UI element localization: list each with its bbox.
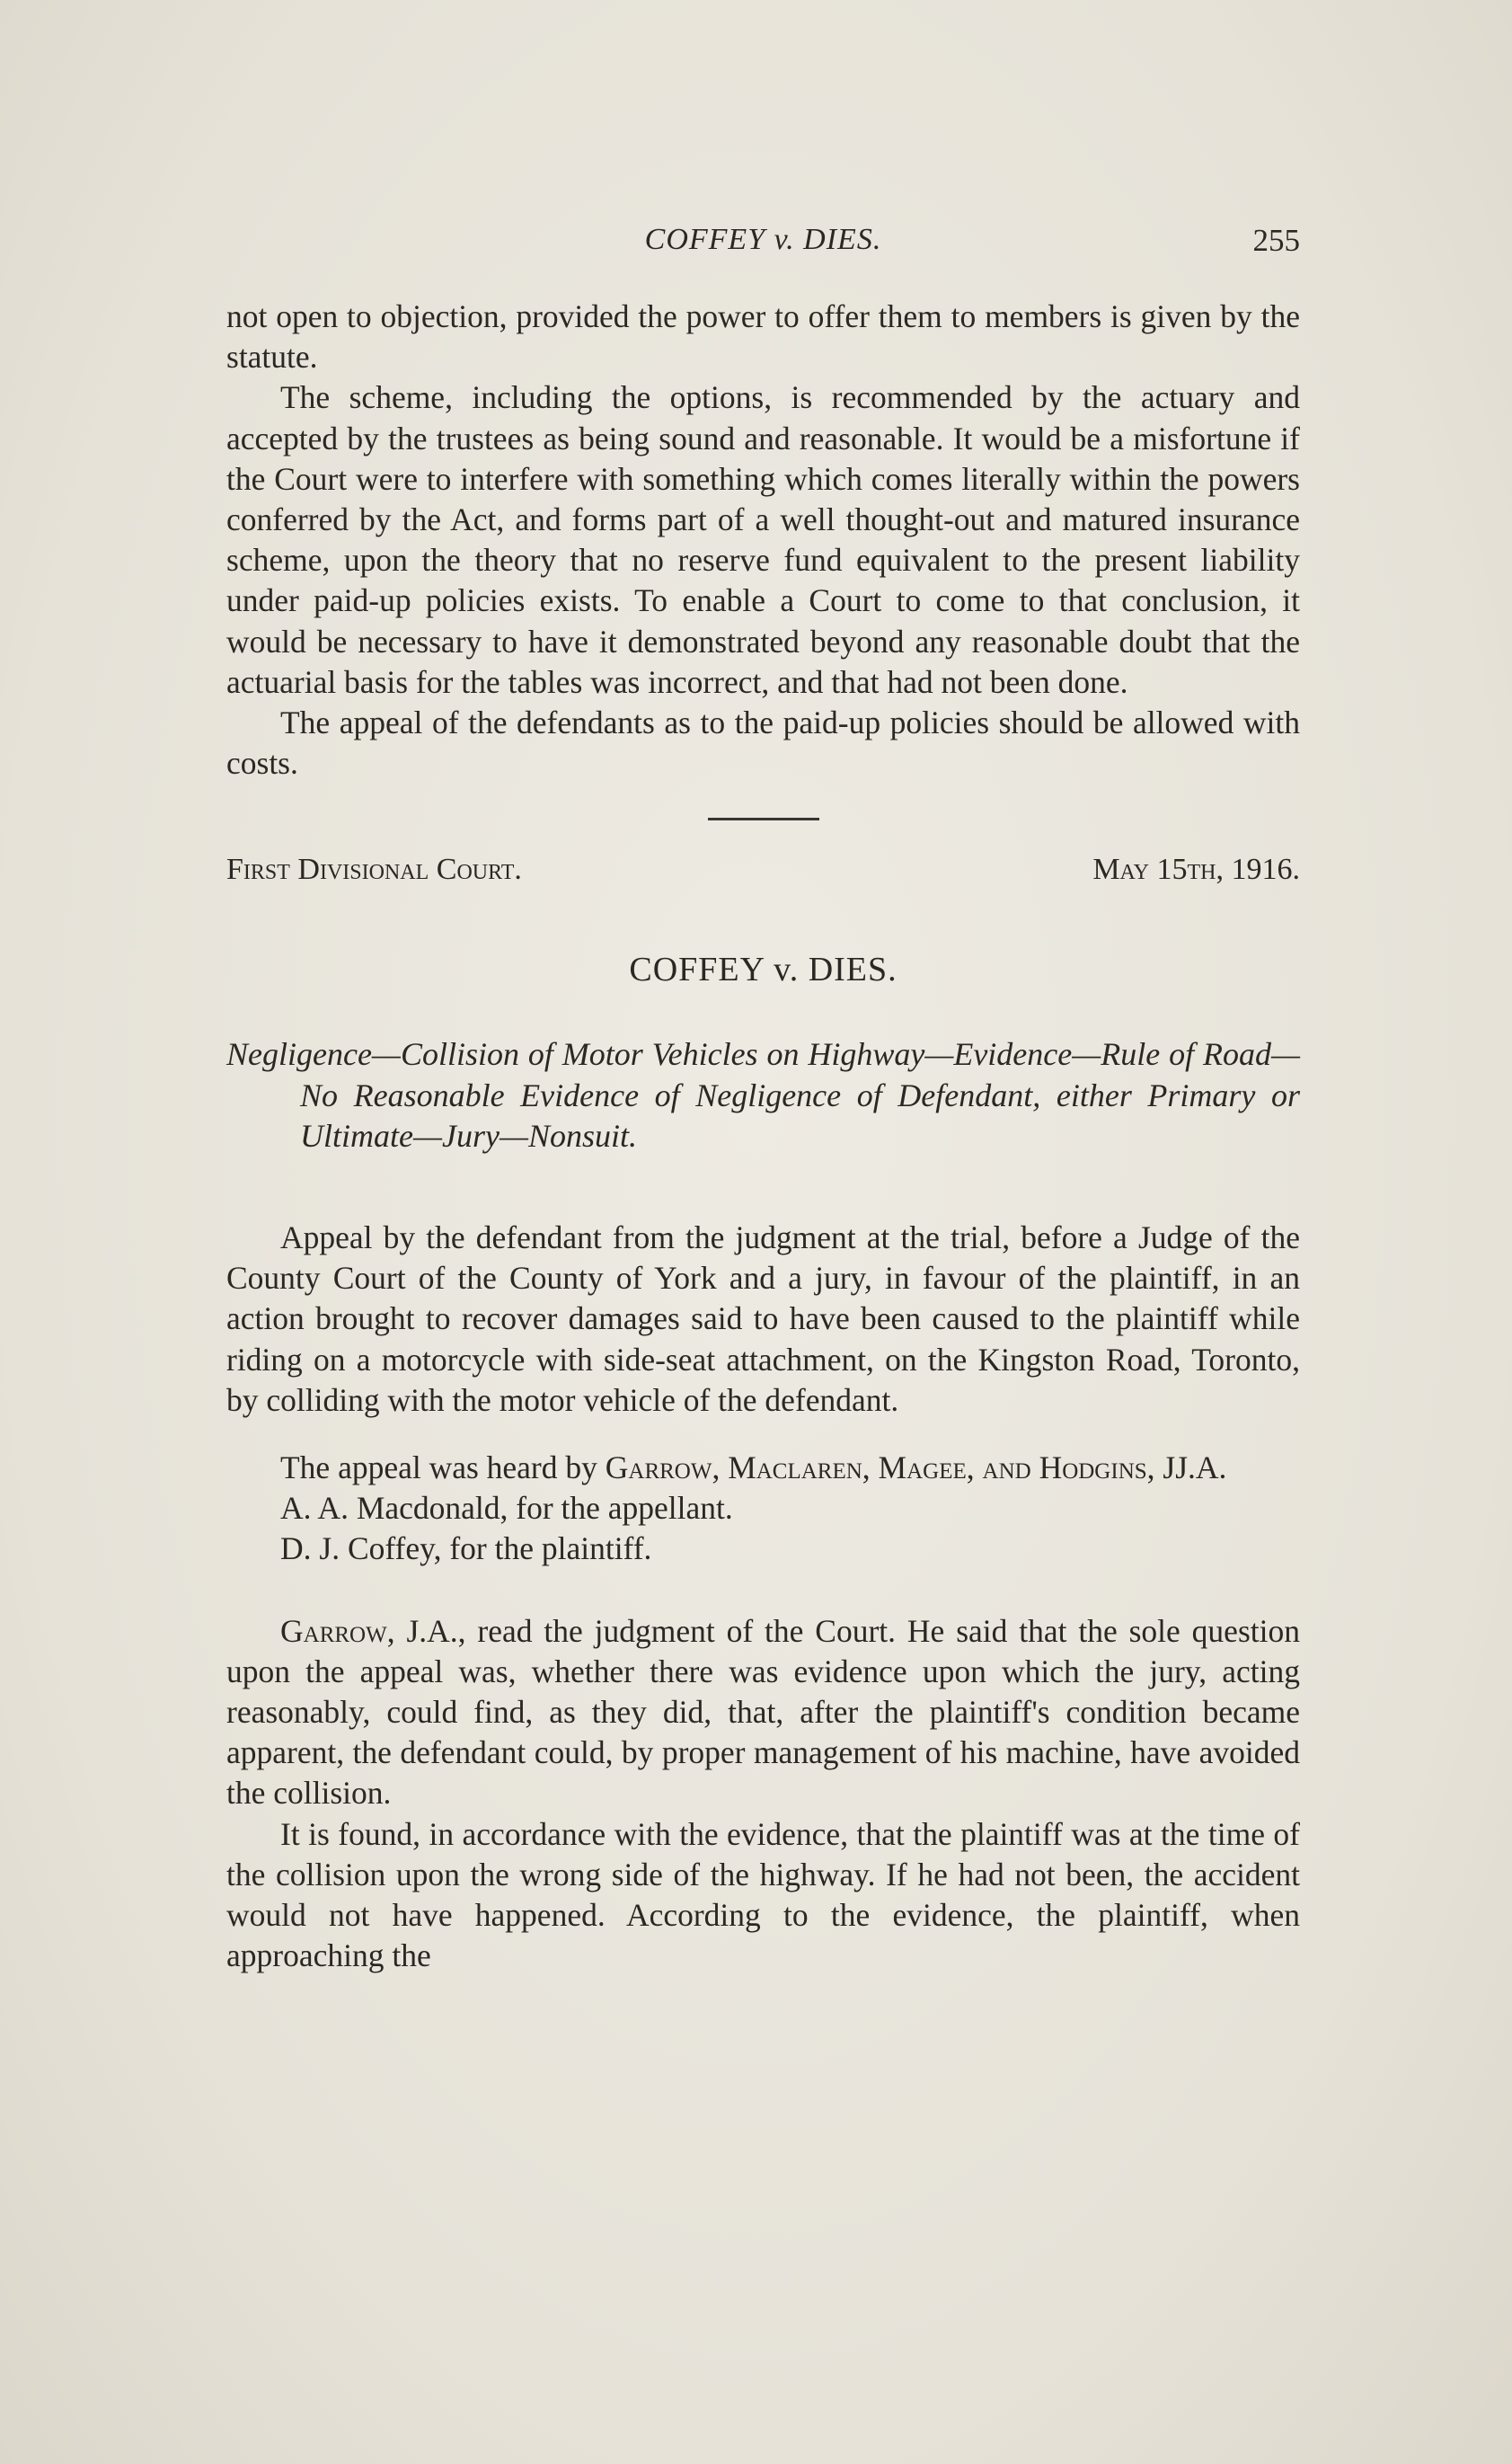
running-head bbox=[226, 223, 1300, 262]
spacer bbox=[226, 1570, 1300, 1611]
case-title: COFFEY v. DIES. bbox=[629, 951, 897, 989]
statement-paragraph: Appeal by the defendant from the judgment at the trial, before a Judge of the County Court of the County of York and a jury, in favour of the plaintiff, in an action brought to recover damages said to have been caused to the plaintiff while riding on a motorcycle with side-seat attachment, on the Kingston Road, Toronto, by colliding with the motor vehicle of the defendant. bbox=[226, 1219, 1300, 1418]
judgment-text: , read the judgment of the Court. He said that the sole question upon the appeal was, whether there was evidence upon which the jury, acting reasonably, could find, as they did, that, after the plaintiff's condition became apparent, the defendant could, by proper management of his machine, have avoided the collision. bbox=[226, 1612, 1300, 1812]
counsel-appellant: A. A. Macdonald, for the appellant. bbox=[280, 1490, 733, 1527]
hearing-lead: The appeal was heard by bbox=[280, 1449, 597, 1486]
running-head-title: COFFEY v. DIES. bbox=[644, 223, 882, 256]
judgment-paragraph bbox=[226, 1611, 1300, 1814]
judgment-judge: Garrow, J.A. bbox=[280, 1612, 458, 1649]
judgment-paragraph: It is found, in accordance with the evidence, that the plaintiff was at the time of the collision upon the wrong side of the highway. If he had not been, the accident would not have happened. According to the evidence, the plaintiff, when approaching the bbox=[226, 1815, 1300, 1974]
continuation-paragraph: The scheme, including the options, is recommended by the actuary and accepted by the trustees as being sound and reasonable. It would be a misfortune if the Court were to interfere with something which comes literally within the powers conferred by the Act, and forms part of a well thought-out and matured insurance scheme, upon the theory that no reserve fund equivalent to the present liability under paid-up policies exists. To enable a Court to come to that conclusion, it would be necessary to have it demonstrated beyond any reasonable doubt that the actuarial basis for the tables was incorrect, and that had not been done. bbox=[226, 379, 1300, 700]
continuation-paragraph: not open to objection, provided the power to offer them to members is given by the statute. bbox=[226, 298, 1300, 376]
headnote: Negligence—Collision of Motor Vehicles on Highway—Evidence—Rule of Road—No Reasonable Evidence of Negligence of Defendant, either Primary or Ultimate—Jury—Nonsuit. bbox=[226, 1036, 1300, 1154]
page-body bbox=[226, 297, 1300, 1977]
hearing-paragraph bbox=[226, 1448, 1300, 1488]
spacer bbox=[226, 1421, 1300, 1448]
counsel-plaintiff: D. J. Coffey, for the plaintiff. bbox=[280, 1530, 652, 1567]
hearing-judges: Garrow, Maclaren, Magee, and Hodgins, JJ.A. bbox=[605, 1449, 1227, 1486]
section-divider bbox=[708, 818, 819, 820]
dateline bbox=[226, 853, 1300, 894]
court-name: First Divisional Court. bbox=[226, 853, 522, 887]
continuation-paragraph: The appeal of the defendants as to the paid-up policies should be allowed with costs. bbox=[226, 705, 1300, 782]
decision-date: May 15th, 1916. bbox=[1092, 853, 1300, 887]
page-number: 255 bbox=[1252, 223, 1300, 258]
